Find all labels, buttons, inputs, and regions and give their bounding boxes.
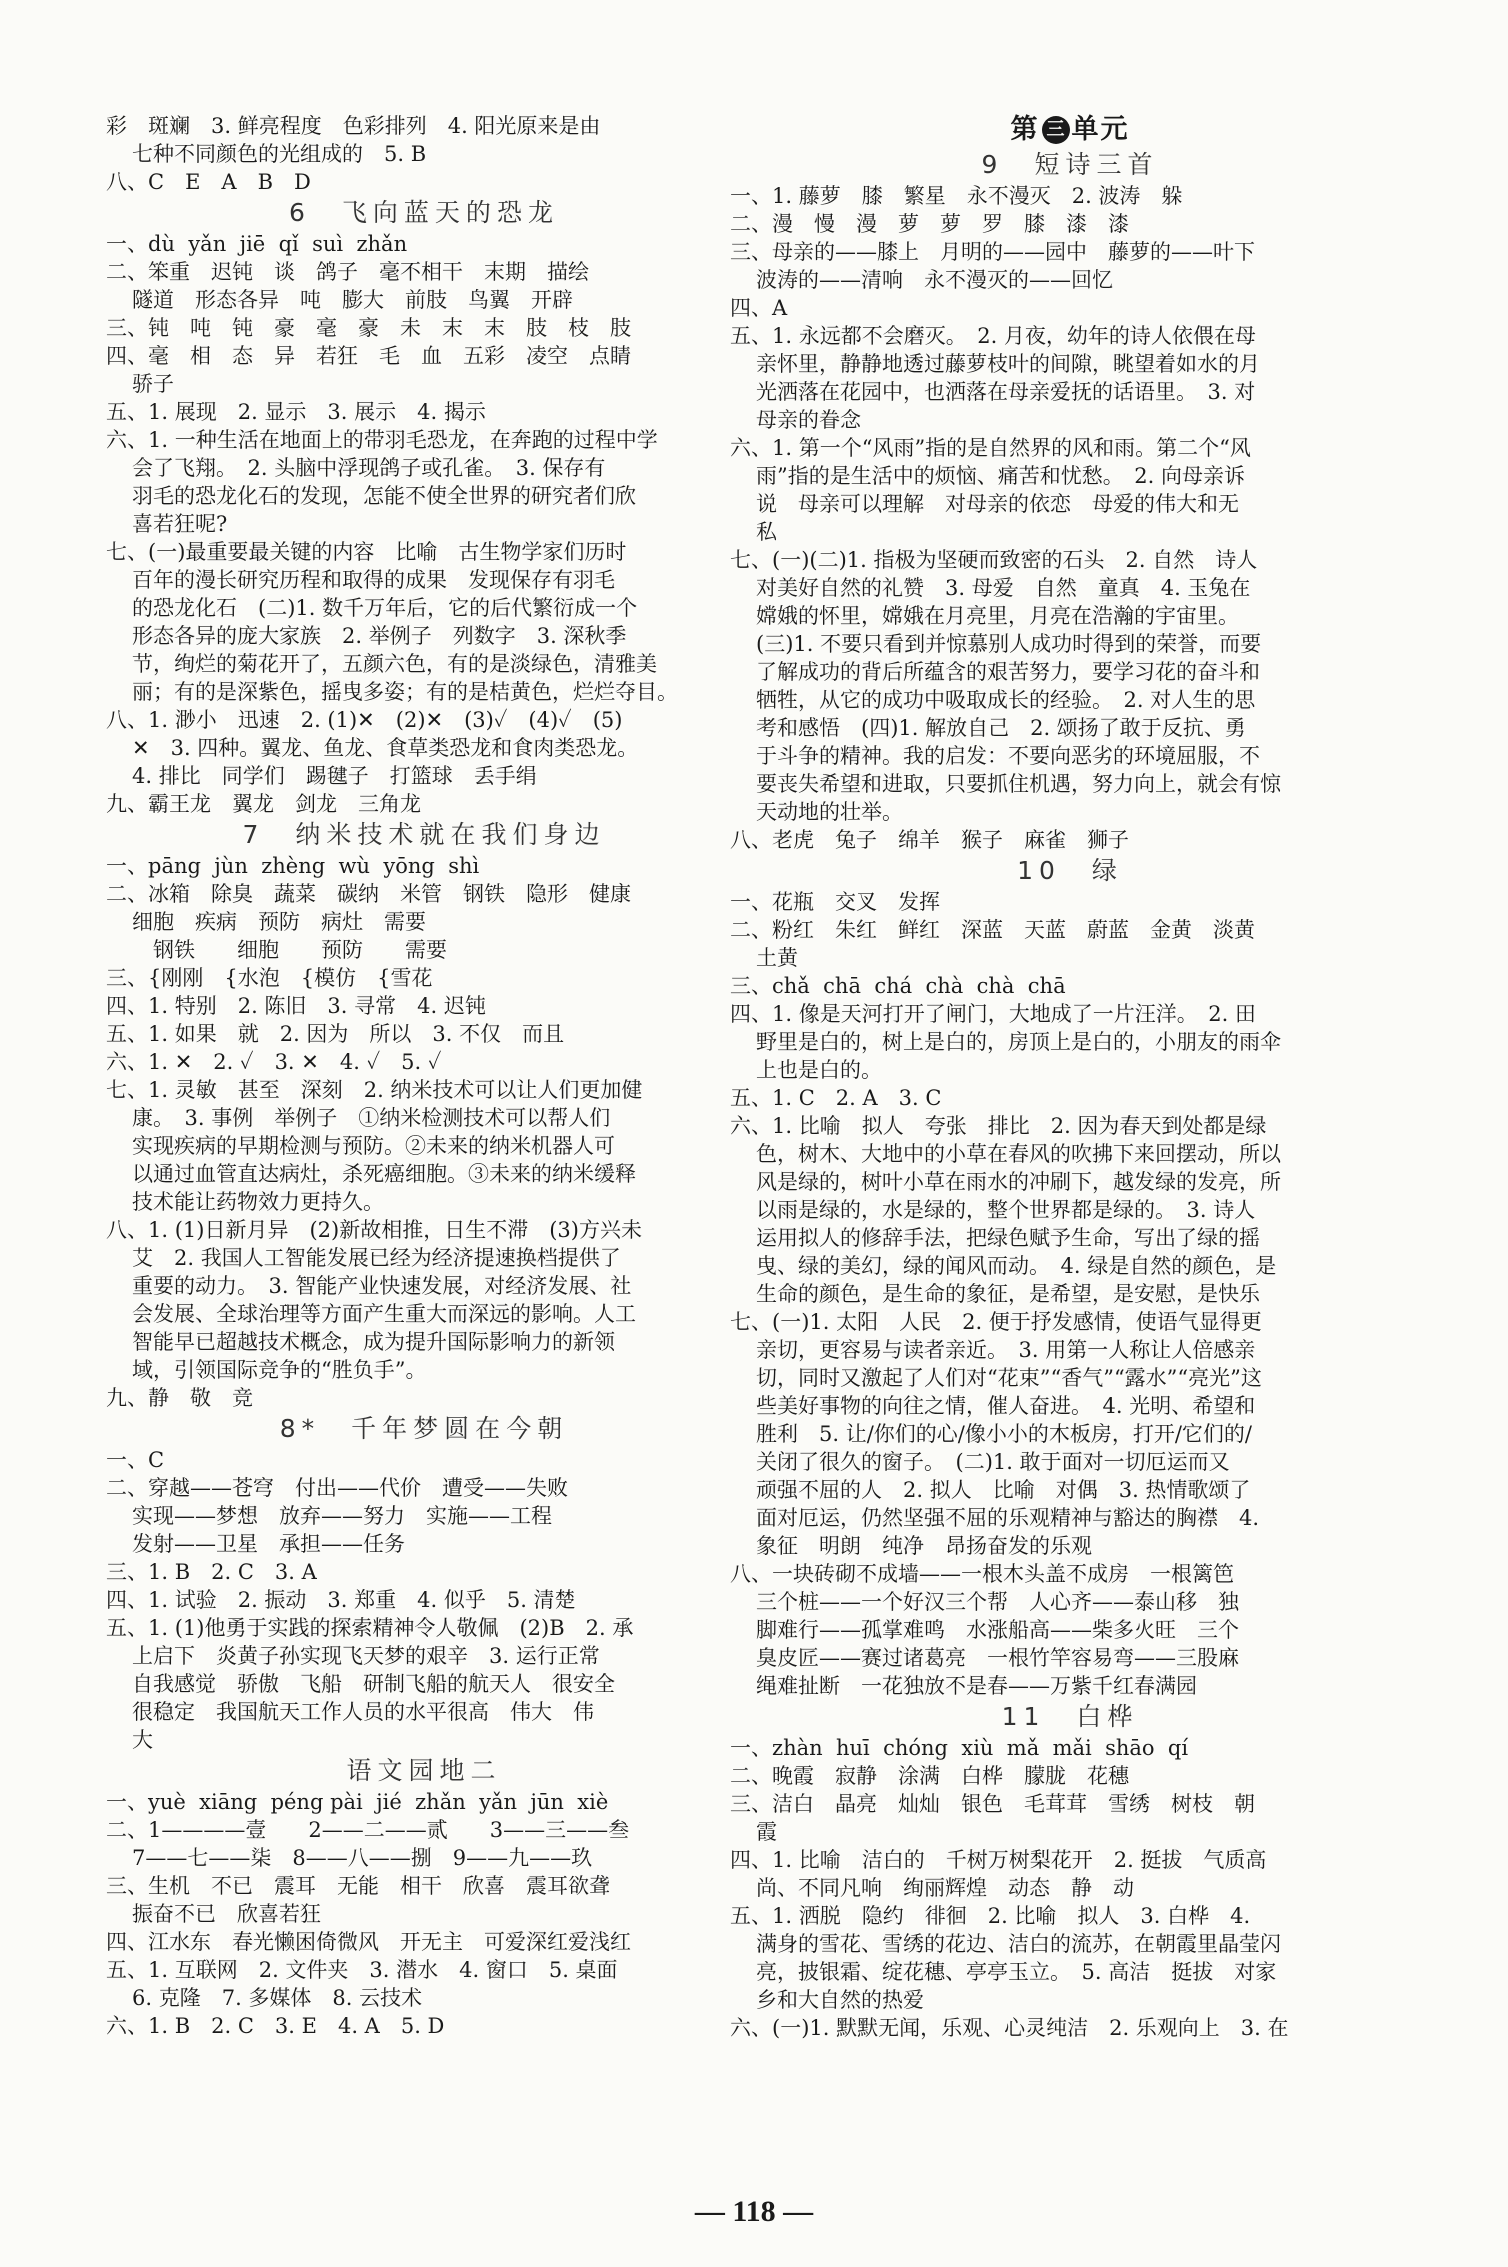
answer-line: 四、1. 特别 2. 陈旧 3. 寻常 4. 迟钝 xyxy=(106,994,486,1018)
answer-line: 臭皮匠——赛过诸葛亮 一根竹竿容易弯——三股麻 xyxy=(756,1646,1239,1670)
answer-line: 亮，披银霜、绽花穗、亭亭玉立。 5. 高洁 挺拔 对家 xyxy=(756,1960,1277,1984)
answer-line: 上也是白的。 xyxy=(756,1058,882,1082)
answer-line: 对美好自然的礼赞 3. 母爱 自然 童真 4. 玉兔在 xyxy=(756,576,1251,600)
answer-line: 彩 斑斓 3. 鲜亮程度 色彩排列 4. 阳光原来是由 xyxy=(106,114,601,138)
answer-line: 实现疾病的早期检测与预防。②未来的纳米机器人可 xyxy=(132,1134,615,1158)
answer-line: 运用拟人的修辞手法，把绿色赋予生命，写出了绿的摇 xyxy=(756,1226,1260,1250)
answer-line: 些美好事物的向往之情，催人奋进。 4. 光明、希望和 xyxy=(756,1394,1256,1418)
answer-line: 一、1. 藤萝 膝 繁星 永不漫灭 2. 波涛 躲 xyxy=(730,184,1183,208)
answer-line: 五、1. C 2. A 3. C xyxy=(730,1086,942,1110)
answer-line: 要丧失希望和进取，只要抓住机遇，努力向上，就会有惊 xyxy=(756,772,1281,796)
answer-line: 五、1. 互联网 2. 文件夹 3. 潜水 4. 窗口 5. 桌面 xyxy=(106,1958,618,1982)
answer-line: 七、(一)1. 太阳 人民 2. 便于抒发感情，使语气显得更 xyxy=(730,1310,1262,1334)
answer-line: 了解成功的背后所蕴含的艰苦努力，要学习花的奋斗和 xyxy=(756,660,1260,684)
answer-line: 7——七——柒 8——八——捌 9——九——玖 xyxy=(132,1846,593,1870)
answer-line: 于斗争的精神。我的启发：不要向恶劣的环境屈服，不 xyxy=(756,744,1260,768)
answer-line: 绳难扯断 一花独放不是春——万紫千红春满园 xyxy=(756,1674,1197,1698)
answer-line: 二、笨重 迟钝 谈 鸽子 毫不相干 末期 描绘 xyxy=(106,260,589,284)
answer-line: 骄子 xyxy=(132,372,174,396)
lesson-title: 9 短诗三首 xyxy=(981,150,1159,179)
answer-line: 七种不同颜色的光组成的 5. B xyxy=(132,142,427,166)
answer-line: 三个桩——一个好汉三个帮 人心齐——泰山移 独 xyxy=(756,1590,1239,1614)
answer-line: 一、yuè xiāng péng pài jié zhǎn yǎn jūn xiè xyxy=(106,1790,609,1814)
answer-line: 八、1. 渺小 迅速 2. (1)✕ (2)✕ (3)✓ (4)✓ (5) xyxy=(106,708,623,732)
answer-line: 二、漫 慢 漫 萝 萝 罗 膝 漆 漆 xyxy=(730,212,1129,236)
answer-line: 会了飞翔。 2. 头脑中浮现鸽子或孔雀。 3. 保存有 xyxy=(132,456,606,480)
answer-line: 八、一块砖砌不成墙——一根木头盖不成房 一根篱笆 xyxy=(730,1562,1234,1586)
answer-line: 乡和大自然的热爱 xyxy=(756,1988,924,2012)
answer-line: 六、1. 第一个“风雨”指的是自然界的风和雨。第二个“风 xyxy=(730,436,1251,460)
answer-line: 三、chǎ chā chá chà chà chā xyxy=(730,974,1066,998)
answer-line: 雨”指的是生活中的烦恼、痛苦和忧愁。 2. 向母亲诉 xyxy=(756,464,1245,488)
answer-line: 三、生机 不已 震耳 无能 相干 欣喜 震耳欲聋 xyxy=(106,1874,610,1898)
answer-line: 三、钝 吨 钝 豪 毫 豪 未 末 末 肢 枝 肢 xyxy=(106,316,631,340)
answer-line: 私 xyxy=(756,520,777,544)
answer-line: 艾 2. 我国人工智能发展已经为经济提速换档提供了 xyxy=(132,1246,621,1270)
answer-line: 六、1. 比喻 拟人 夸张 排比 2. 因为春天到处都是绿 xyxy=(730,1114,1267,1138)
answer-line: 亲切，更容易与读者亲近。 3. 用第一人称让人倍感亲 xyxy=(756,1338,1256,1362)
answer-line: 六、(一)1. 默默无闻，乐观、心灵纯洁 2. 乐观向上 3. 在 xyxy=(730,2016,1289,2040)
answer-line: 细胞 疾病 预防 病灶 需要 xyxy=(132,910,426,934)
answer-line: 三、洁白 晶亮 灿灿 银色 毛茸茸 雪绣 树枝 朝 xyxy=(730,1792,1255,1816)
answer-line: 色，树木、大地中的小草在春风的吹拂下来回摆动，所以 xyxy=(756,1142,1281,1166)
answer-line: 关闭了很久的窗子。 (二)1. 敢于面对一切厄运而又 xyxy=(756,1450,1230,1474)
answer-line: 母亲的眷念 xyxy=(756,408,861,432)
answer-line: 七、(一)最重要最关键的内容 比喻 古生物学家们历时 xyxy=(106,540,627,564)
unit-heading xyxy=(730,112,1410,148)
answer-line: 的恐龙化石 (二)1. 数千万年后，它的后代繁衍成一个 xyxy=(132,596,638,620)
answer-line: 胜利 5. 让/你们的心/像小小的木板房，打开/它们的/ xyxy=(756,1422,1253,1446)
answer-line: 风是绿的，树叶小草在雨水的冲刷下，越发绿的发亮，所 xyxy=(756,1170,1281,1194)
right-column xyxy=(730,112,1410,2042)
answer-line: 五、1. 展现 2. 显示 3. 展示 4. 揭示 xyxy=(106,400,486,424)
lesson-title: 11 白桦 xyxy=(1001,1702,1139,1731)
answer-line: 波涛的——清响 永不漫灭的——回忆 xyxy=(756,268,1113,292)
answer-line: 生命的颜色，是生命的象征，是希望，是安慰，是快乐 xyxy=(756,1282,1260,1306)
answer-line: 4. 排比 同学们 踢毽子 打篮球 丢手绢 xyxy=(132,764,537,788)
answer-line: 三、{刚刚 {水泡 {模仿 {雪花 xyxy=(106,966,433,990)
answer-line: 一、花瓶 交叉 发挥 xyxy=(730,890,940,914)
answer-line: 脚难行——孤掌难鸣 水涨船高——柴多火旺 三个 xyxy=(756,1618,1239,1642)
answer-line: 四、A xyxy=(730,296,788,320)
answer-line: 满身的雪花、雪绣的花边、洁白的流苏，在朝霞里晶莹闪 xyxy=(756,1932,1281,1956)
answer-line: 四、1. 比喻 洁白的 千树万树梨花开 2. 挺拔 气质高 xyxy=(730,1848,1267,1872)
answer-line: 二、冰箱 除臭 蔬菜 碳纳 米管 钢铁 隐形 健康 xyxy=(106,882,631,906)
answer-line: 六、1. 一种生活在地面上的带羽毛恐龙，在奔跑的过程中学 xyxy=(106,428,658,452)
unit-number-badge: 三 xyxy=(1042,116,1070,144)
answer-line: 五、1. 永远都不会磨灭。 2. 月夜，幼年的诗人依偎在母 xyxy=(730,324,1256,348)
answer-line: 自我感觉 骄傲 飞船 研制飞船的航天人 很安全 xyxy=(132,1672,615,1696)
answer-line: 三、1. B 2. C 3. A xyxy=(106,1560,317,1584)
answer-line: 土黄 xyxy=(756,946,798,970)
answer-line: 曳、绿的美幻，绿的闻风而动。 4. 绿是自然的颜色，是 xyxy=(756,1254,1277,1278)
answer-line: 七、1. 灵敏 甚至 深刻 2. 纳米技术可以让人们更加健 xyxy=(106,1078,643,1102)
answer-line: 钢铁 细胞 预防 需要 xyxy=(132,938,447,962)
answer-line: 振奋不已 欣喜若狂 xyxy=(132,1902,321,1926)
answer-line: 二、粉红 朱红 鲜红 深蓝 天蓝 蔚蓝 金黄 淡黄 xyxy=(730,918,1255,942)
answer-line: (三)1. 不要只看到并惊慕别人成功时得到的荣誉，而要 xyxy=(756,632,1262,656)
unit-heading-suffix: 单元 xyxy=(1071,114,1130,145)
answer-line: 亲怀里，静静地透过藤萝枝叶的间隙，眺望着如水的月 xyxy=(756,352,1260,376)
answer-line: 五、1. 如果 就 2. 因为 所以 3. 不仅 而且 xyxy=(106,1022,565,1046)
answer-line: 技术能让药物效力更持久。 xyxy=(132,1190,384,1214)
answer-line: 九、静 敬 竞 xyxy=(106,1386,253,1410)
answer-line: 九、霸王龙 翼龙 剑龙 三角龙 xyxy=(106,792,421,816)
answer-line: 丽；有的是深紫色，摇曳多姿；有的是桔黄色，烂烂夺目。 xyxy=(132,680,678,704)
answer-line: 域，引领国际竞争的“胜负手”。 xyxy=(132,1358,427,1382)
answer-line: 以雨是绿的，水是绿的，整个世界都是绿的。 3. 诗人 xyxy=(756,1198,1256,1222)
lesson-title: 8* 千年梦圆在今朝 xyxy=(279,1414,569,1443)
lesson-title: 10 绿 xyxy=(1017,856,1123,885)
answer-line: 喜若狂呢? xyxy=(132,512,228,536)
answer-line: 二、晚霞 寂静 涂满 白桦 朦胧 花穗 xyxy=(730,1764,1129,1788)
answer-line: 四、毫 相 态 异 若狂 毛 血 五彩 凌空 点睛 xyxy=(106,344,631,368)
lesson-title: 7 纳米技术就在我们身边 xyxy=(242,820,606,849)
lesson-title: 6 飞向蓝天的恐龙 xyxy=(289,198,559,227)
answer-line: 会发展、全球治理等方面产生重大而深远的影响。人工 xyxy=(132,1302,636,1326)
answer-line: 面对厄运，仍然坚强不屈的乐观精神与豁达的胸襟 4. xyxy=(756,1506,1260,1530)
answer-line: 牺牲，从它的成功中吸取成长的经验。 2. 对人生的思 xyxy=(756,688,1256,712)
answer-line: 四、江水东 春光懒困倚微风 开无主 可爱深红爱浅红 xyxy=(106,1930,631,1954)
answer-line: 康。 3. 事例 举例子 ①纳米检测技术可以帮人们 xyxy=(132,1106,611,1130)
answer-line: 智能早已超越技术概念，成为提升国际影响力的新领 xyxy=(132,1330,615,1354)
answer-line: 一、zhàn huī chóng xiù mǎ mǎi shāo qí xyxy=(730,1736,1189,1760)
answer-line: 一、pāng jùn zhèng wù yōng shì xyxy=(106,854,480,878)
answer-line: 形态各异的庞大家族 2. 举例子 列数字 3. 深秋季 xyxy=(132,624,627,648)
answer-line: 三、母亲的——膝上 月明的——园中 藤萝的——叶下 xyxy=(730,240,1255,264)
answer-line: 6. 克隆 7. 多媒体 8. 云技术 xyxy=(132,1986,423,2010)
answer-line: 二、穿越——苍穹 付出——代价 遭受——失败 xyxy=(106,1476,568,1500)
answer-line: 天动地的壮举。 xyxy=(756,800,903,824)
answer-line: 八、1. (1)日新月异 (2)新故相推，日生不滞 (3)方兴未 xyxy=(106,1218,642,1242)
answer-line: 说 母亲可以理解 对母亲的依恋 母爱的伟大和无 xyxy=(756,492,1239,516)
answer-line: 以通过血管直达病灶，杀死癌细胞。③未来的纳米缓释 xyxy=(132,1162,636,1186)
answer-line: 二、1————壹 2——二——贰 3——三——叁 xyxy=(106,1818,630,1842)
answer-line: 嫦娥的怀里，嫦娥在月亮里，月亮在浩瀚的宇宙里。 xyxy=(756,604,1239,628)
answer-line: 一、dù yǎn jiē qǐ suì zhǎn xyxy=(106,232,408,256)
answer-line: 上启下 炎黄子孙实现飞天梦的艰辛 3. 运行正常 xyxy=(132,1644,600,1668)
answer-line: 实现——梦想 放弃——努力 实施——工程 xyxy=(132,1504,552,1528)
unit-heading-prefix: 第 xyxy=(1010,114,1040,145)
answer-line: 切，同时又激起了人们对“花束”“香气”“露水”“亮光”这 xyxy=(756,1366,1262,1390)
answer-line: 霞 xyxy=(756,1820,777,1844)
lesson-title: 语文园地二 xyxy=(346,1756,502,1785)
answer-line: 发射——卫星 承担——任务 xyxy=(132,1532,405,1556)
answer-line: 四、1. 像是天河打开了闸门，大地成了一片汪洋。 2. 田 xyxy=(730,1002,1256,1026)
answer-line: 象征 明朗 纯净 昂扬奋发的乐观 xyxy=(756,1534,1092,1558)
answer-line: 尚、不同凡响 绚丽辉煌 动态 静 动 xyxy=(756,1876,1134,1900)
answer-line: 五、1. (1)他勇于实践的探索精神令人敬佩 (2)B 2. 承 xyxy=(106,1616,634,1640)
answer-line: 八、老虎 兔子 绵羊 猴子 麻雀 狮子 xyxy=(730,828,1129,852)
answer-line: 考和感悟 (四)1. 解放自己 2. 颂扬了敢于反抗、勇 xyxy=(756,716,1246,740)
answer-line: 隧道 形态各异 吨 膨大 前肢 鸟翼 开辟 xyxy=(132,288,573,312)
answer-line: 四、1. 试验 2. 振动 3. 郑重 4. 似乎 5. 清楚 xyxy=(106,1588,576,1612)
answer-line: 顽强不屈的人 2. 拟人 比喻 对偶 3. 热情歌颂了 xyxy=(756,1478,1251,1502)
page-number: — 118 — xyxy=(694,2195,814,2228)
answer-line: ✕ 3. 四种。翼龙、鱼龙、食草类恐龙和食肉类恐龙。 xyxy=(132,736,639,760)
answer-line: 一、C xyxy=(106,1448,165,1472)
answer-line: 野里是白的，树上是白的，房顶上是白的，小朋友的雨伞 xyxy=(756,1030,1281,1054)
answer-line: 七、(一)(二)1. 指极为坚硬而致密的石头 2. 自然 诗人 xyxy=(730,548,1258,572)
answer-line: 很稳定 我国航天工作人员的水平很高 伟大 伟 xyxy=(132,1700,594,1724)
answer-line: 六、1. ✕ 2. ✓ 3. ✕ 4. ✓ 5. ✓ xyxy=(106,1050,442,1074)
answer-line: 节，绚烂的菊花开了，五颜六色，有的是淡绿色，清雅美 xyxy=(132,652,657,676)
left-column xyxy=(106,112,742,2040)
answer-line: 重要的动力。 3. 智能产业快速发展，对经济发展、社 xyxy=(132,1274,632,1298)
answer-line: 光洒落在花园中，也洒落在母亲爱抚的话语里。 3. 对 xyxy=(756,380,1256,404)
answer-line: 六、1. B 2. C 3. E 4. A 5. D xyxy=(106,2014,445,2038)
answer-line: 八、C E A B D xyxy=(106,170,311,194)
answer-line: 大 xyxy=(132,1728,153,1752)
answer-line: 五、1. 洒脱 隐约 徘徊 2. 比喻 拟人 3. 白桦 4. xyxy=(730,1904,1251,1928)
answer-line: 百年的漫长研究历程和取得的成果 发现保存有羽毛 xyxy=(132,568,615,592)
answer-line: 羽毛的恐龙化石的发现，怎能不使全世界的研究者们欣 xyxy=(132,484,636,508)
